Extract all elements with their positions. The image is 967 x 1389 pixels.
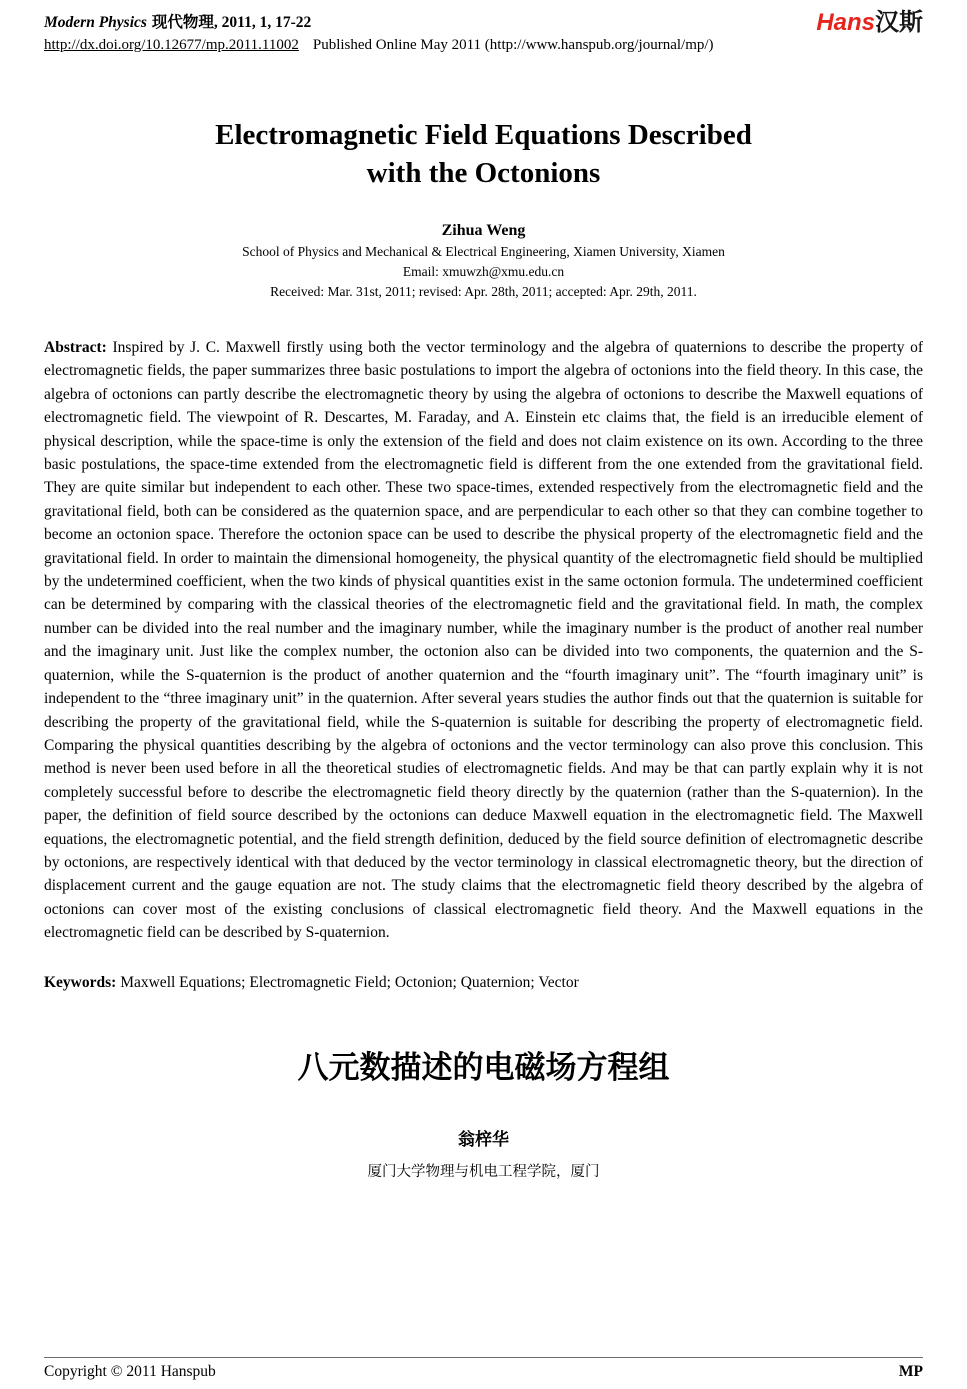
published-info: Published Online May 2011 (http://www.hanspub.org/journal/mp/) bbox=[312, 37, 714, 53]
article-title-line1: Electromagnetic Field Equations Described bbox=[215, 119, 752, 151]
article-dates: Received: Mar. 31st, 2011; revised: Apr. 28th, 2011; accepted: Apr. 29th, 2011. bbox=[270, 284, 697, 299]
chinese-affiliation: 厦门大学物理与机电工程学院，厦门 bbox=[367, 1163, 600, 1180]
author-affiliation: School of Physics and Mechanical & Electrical Engineering, Xiamen University, Xiamen bbox=[242, 244, 725, 259]
chinese-title: 八元数描述的电磁场方程组 bbox=[297, 1049, 670, 1085]
hans-logo bbox=[816, 10, 923, 36]
hans-logo-latin: Hans bbox=[816, 9, 875, 36]
author-email: Email: xmuwzh@xmu.edu.cn bbox=[402, 264, 565, 279]
abstract-label: Abstract: bbox=[44, 339, 107, 356]
journal-abbr: MP bbox=[898, 1363, 923, 1380]
page-footer bbox=[44, 1357, 923, 1381]
copyright-text: Copyright © 2011 Hanspub bbox=[44, 1363, 216, 1380]
article-title bbox=[44, 116, 923, 192]
keywords-paragraph bbox=[44, 971, 923, 994]
doi-link[interactable]: http://dx.doi.org/10.12677/mp.2011.11002 bbox=[44, 37, 299, 53]
keywords-label: Keywords: bbox=[44, 973, 117, 991]
abstract-paragraph bbox=[44, 336, 923, 945]
author-name: Zihua Weng bbox=[441, 222, 526, 239]
abstract-text: Inspired by J. C. Maxwell firstly using both the vector terminology and the algebra of quaternions to describe the property of electromagnetic fields, the paper summarizes three basic postulations to import the algebra of octonions into the field theory. In this case, the algebra of octonions can partly describe the electromagnetic theory by using the algebra of octonions to describe the Maxwell equations of electromagnetic field. The viewpoint of R. Descartes, M. Faraday, and A. Einstein etc claims that, the field is an irreducible element of physical description, while the space-time is only the extension of the field and does not claim existence on its own. According to the three basic postulations, the space-time extended from the electromagnetic field is different from the one extended from the gravitational field. They are quite similar but independent to each other. These two space-times, extended respectively from the electromagnetic field and the gravitational field, both can be considered as the quaternion space, and are perpendicular to each other so that they can combine together to become an octonion space. Therefore the octonion space can be used to describe the physical property of the electromagnetic field and the gravitational field. In order to maintain the dimensional homogeneity, the physical quantity of the electromagnetic field should be multiplied by the undetermined coefficient, when the two kinds of physical quantities exist in the same octonion formula. The undetermined coefficient can be determined by comparing with the classical theories of the electromagnetic field and the gravitational field. In math, the complex number can be divided into the real number and the imaginary number, while the imaginary number is the product of another real number and the imaginary unit. Just like the complex number, the octonion also can be divided into two components, the quaternion and the S-quaternion, while the S-quaternion is the product of another quaternion and the “fourth imaginary unit”. The “fourth imaginary unit” is independent to the “three imaginary unit” in the quaternion. After several years studies the author finds out that the quaternion is suitable for describing the property of the gravitational field, while the S-quaternion is suitable for describing the property of electromagnetic field. Comparing the physical quantities describing by the algebra of octonions and the vector terminology can also prove this conclusion. This method is never been used before in all the theoretical studies of electromagnetic fields. And may be that can partly explain why it is not completely successful before to describe the electromagnetic field theory directly by the quaternion (rather than the S-quaternion). In the paper, the definition of field source described by the octonions can deduce Maxwell equation in the electromagnetic field. The Maxwell equations, the electromagnetic potential, and the field strength definition, deduced by the field source definition of electromagnetic describe by octonions, are respectively identical with that deduced by the vector terminology in classical electromagnetic theory, but the direction of displacement current and the gauge equation are not. The study claims that the electromagnetic field theory described by the algebra of octonions can cover most of the existing conclusions of classical electromagnetic field theory. And the Maxwell equations in the electromagnetic field can be described by S-quaternion. bbox=[44, 339, 924, 942]
article-title-line2: with the Octonions bbox=[366, 157, 601, 189]
journal-name: Modern Physics bbox=[44, 14, 147, 31]
chinese-author: 翁梓华 bbox=[458, 1129, 509, 1149]
journal-issue: 现代物理, 2011, 1, 17-22 bbox=[151, 14, 312, 31]
keywords-text: Maxwell Equations; Electromagnetic Field; Octonion; Quaternion; Vector bbox=[120, 973, 579, 991]
journal-header bbox=[44, 10, 923, 54]
hans-logo-cn: 汉斯 bbox=[875, 9, 923, 36]
journal-title-line bbox=[44, 10, 714, 32]
doi-line bbox=[44, 37, 714, 54]
journal-info bbox=[44, 10, 714, 54]
